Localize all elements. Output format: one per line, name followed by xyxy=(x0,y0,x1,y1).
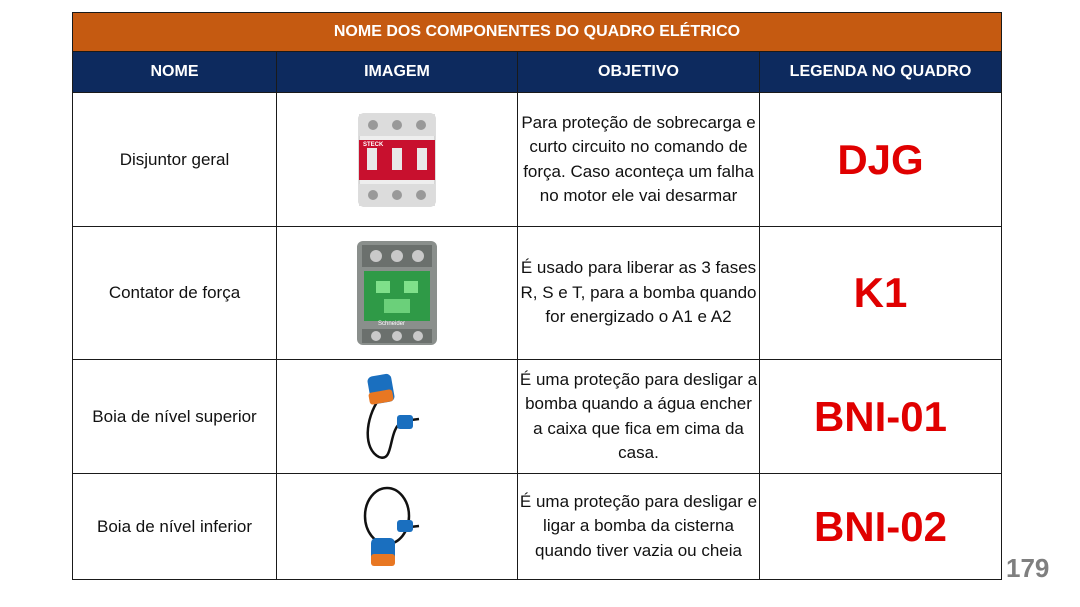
component-name: Contator de força xyxy=(73,227,277,360)
table-title: NOME DOS COMPONENTES DO QUADRO ELÉTRICO xyxy=(73,13,1002,52)
component-objective: É usado para liberar as 3 fases R, S e T, para a bomba quando for energizado o A1 e A2 xyxy=(518,227,760,360)
header-objetivo: OBJETIVO xyxy=(518,52,760,93)
table-row xyxy=(73,227,1002,360)
float-switch-image xyxy=(277,474,518,580)
table-row xyxy=(73,360,1002,474)
components-table xyxy=(72,12,1002,580)
header-nome: NOME xyxy=(73,52,277,93)
float-switch-image xyxy=(277,360,518,474)
component-name: Boia de nível superior xyxy=(73,360,277,474)
page-number: 179 xyxy=(1006,553,1050,583)
legend-code: DJG xyxy=(760,93,1002,227)
component-objective: Para proteção de sobrecarga e curto circuito no comando de força. Caso aconteça um falha no motor ele vai desarmar xyxy=(518,93,760,227)
table-row xyxy=(73,474,1002,580)
contactor-image xyxy=(277,227,518,360)
table-row xyxy=(73,93,1002,227)
component-objective: É uma proteção para desligar a bomba quando a água encher a caixa que fica em cima da casa. xyxy=(518,360,760,474)
legend-code: K1 xyxy=(760,227,1002,360)
contactor-brand-label: Schneider xyxy=(378,321,406,327)
legend-code: BNI-01 xyxy=(760,360,1002,474)
component-name: Boia de nível inferior xyxy=(73,474,277,580)
legend-code: BNI-02 xyxy=(760,474,1002,580)
breaker-brand-label: STECK xyxy=(363,141,384,148)
component-name: Disjuntor geral xyxy=(73,93,277,227)
component-objective: É uma proteção para desligar e ligar a bomba da cisterna quando tiver vazia ou cheia xyxy=(518,474,760,580)
header-imagem: IMAGEM xyxy=(277,52,518,93)
header-legenda: LEGENDA NO QUADRO xyxy=(760,52,1002,93)
circuit-breaker-image xyxy=(277,93,518,227)
